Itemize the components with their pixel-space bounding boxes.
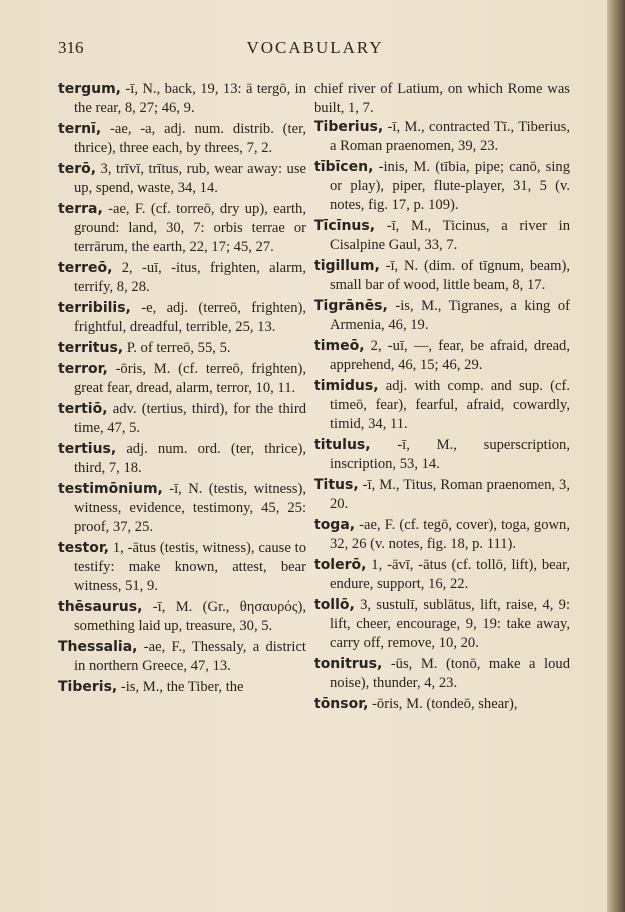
headword: Tīcīnus, xyxy=(314,218,376,234)
vocab-entry xyxy=(58,678,306,697)
continued-definition: chief river of Latium, on which Rome was built, 1, 7. xyxy=(314,81,570,116)
definition: -ae, F. (cf. tegō, cover), toga, gown, 32, 26 (v. notes, fig. 18, p. 111). xyxy=(330,517,570,552)
left-column xyxy=(58,80,306,699)
vocab-entry xyxy=(314,596,570,653)
vocab-entry xyxy=(58,200,306,257)
definition: -is, M., Tigranes, a king of Armenia, 46, 19. xyxy=(330,298,570,333)
headword: tergum, xyxy=(58,81,121,97)
headword: tolerō, xyxy=(314,557,367,573)
headword: Tiberis, xyxy=(58,679,118,695)
headword: tonitrus, xyxy=(314,656,383,672)
definition: -ae, -a, adj. num. distrib. (ter, thrice), three each, by threes, 7, 2. xyxy=(74,121,306,156)
headword: terror, xyxy=(58,361,108,377)
headword: ternī, xyxy=(58,121,102,137)
vocab-entry xyxy=(58,400,306,438)
definition: -ae, F., Thessaly, a district in northern Greece, 47, 13. xyxy=(74,639,306,674)
definition: -ī, N. (dim. of tīgnum, beam), small bar of wood, little beam, 8, 17. xyxy=(330,258,570,293)
definition: adj. num. ord. (ter, thrice), third, 7, 18. xyxy=(74,441,306,476)
headword: Tiberius, xyxy=(314,119,384,135)
headword: terribilis, xyxy=(58,300,131,316)
headword: terreō, xyxy=(58,260,113,276)
definition: 2, -uī, —, fear, be afraid, dread, apprehend, 46, 15; 46, 29. xyxy=(330,338,570,373)
page-title: VOCABULARY xyxy=(246,38,384,57)
headword: tōnsor, xyxy=(314,696,369,712)
vocab-entry xyxy=(58,339,306,358)
vocab-entry xyxy=(58,598,306,636)
definition: P. of terreō, 55, 5. xyxy=(123,340,231,356)
vocab-entry xyxy=(58,480,306,537)
definition: -is, M., the Tiber, the xyxy=(117,679,244,695)
page-header xyxy=(58,38,572,62)
vocab-entry xyxy=(314,655,570,693)
vocab-entry xyxy=(58,440,306,478)
headword: tollō, xyxy=(314,597,355,613)
headword: territus, xyxy=(58,340,124,356)
definition: -ae, F. (cf. torreō, dry up), earth, ground: land, 30, 7: orbis terrae or terrārum, the earth, 22, 17; 45, 27. xyxy=(74,201,306,255)
vocab-entry xyxy=(314,337,570,375)
definition: -ī, M., superscription, inscription, 53, 14. xyxy=(330,437,570,472)
headword: Titus, xyxy=(314,477,359,493)
page-edge xyxy=(607,0,625,912)
vocab-entry xyxy=(58,360,306,398)
vocab-entry xyxy=(58,259,306,297)
headword: titulus, xyxy=(314,437,371,453)
right-column xyxy=(314,80,570,716)
definition: adv. (tertius, third), for the third time, 47, 5. xyxy=(74,401,306,436)
vocab-entry xyxy=(314,476,570,514)
vocab-entry xyxy=(314,695,570,714)
vocab-entry xyxy=(58,120,306,158)
headword: thēsaurus, xyxy=(58,599,143,615)
vocab-entry xyxy=(314,516,570,554)
vocab-entry xyxy=(314,297,570,335)
definition: 3, trīvī, trītus, rub, wear away: use up, spend, waste, 34, 14. xyxy=(74,161,306,196)
vocab-entry xyxy=(314,436,570,474)
definition: -inis, M. (tībia, pipe; canō, sing or play), piper, flute-player, 31, 5 (v. notes, fig. 17, p. 109). xyxy=(330,159,570,213)
vocab-entry xyxy=(314,217,570,255)
vocab-entry xyxy=(314,158,570,215)
headword: terra, xyxy=(58,201,103,217)
headword: Thessalia, xyxy=(58,639,138,655)
headword: tigillum, xyxy=(314,258,380,274)
headword: tībīcen, xyxy=(314,159,374,175)
definition: -ī, M., contracted Tī., Tiberius, a Roman praenomen, 39, 23. xyxy=(330,119,570,154)
vocab-entry xyxy=(58,160,306,198)
headword: testimōnium, xyxy=(58,481,163,497)
vocab-entry xyxy=(58,638,306,676)
headword: Tigrānēs, xyxy=(314,298,388,314)
vocab-entry xyxy=(58,539,306,596)
definition: -ī, N. (testis, witness), witness, evidence, testimony, 45, 25: proof, 37, 25. xyxy=(74,481,306,535)
definition: -ī, N., back, 19, 13: ā tergō, in the rear, 8, 27; 46, 9. xyxy=(74,81,306,116)
headword: timidus, xyxy=(314,378,379,394)
definition: 1, -āvī, -ātus (cf. tollō, lift), bear, endure, support, 16, 22. xyxy=(330,557,570,592)
headword: tertius, xyxy=(58,441,117,457)
definition: adj. with comp. and sup. (cf. timeō, fear), fearful, afraid, cowardly, timid, 34, 11. xyxy=(330,378,570,432)
vocab-entry xyxy=(58,299,306,337)
definition: -ī, M., Titus, Roman praenomen, 3, 20. xyxy=(330,477,570,512)
vocab-entry xyxy=(314,257,570,295)
definition: 1, -ātus (testis, witness), cause to testify: make known, attest, bear witness, 51, 9. xyxy=(74,540,306,594)
definition: 2, -uī, -itus, frighten, alarm, terrify, 8, 28. xyxy=(74,260,306,295)
definition: -ī, M. (Gr., θησαυρός), something laid up, treasure, 30, 5. xyxy=(74,599,306,634)
headword: toga, xyxy=(314,517,356,533)
definition: -ūs, M. (tonō, make a loud noise), thunder, 4, 23. xyxy=(330,656,570,691)
vocab-entry xyxy=(58,80,306,118)
definition: -ōris, M. (tondeō, shear), xyxy=(368,696,518,712)
definition: 3, sustulī, sublātus, lift, raise, 4, 9: lift, cheer, encourage, 9, 19: take away, carry off, remove, 10, 20. xyxy=(330,597,570,651)
definition: -ī, M., Ticinus, a river in Cisalpine Gaul, 33, 7. xyxy=(330,218,570,253)
headword: tertiō, xyxy=(58,401,108,417)
definition: -e, adj. (terreō, frighten), frightful, dreadful, terrible, 25, 13. xyxy=(74,300,306,335)
vocab-entry xyxy=(314,377,570,434)
headword: timeō, xyxy=(314,338,365,354)
headword: terō, xyxy=(58,161,97,177)
vocab-entry xyxy=(314,118,570,156)
vocab-entry xyxy=(314,556,570,594)
headword: testor, xyxy=(58,540,109,556)
page-number: 316 xyxy=(58,38,84,57)
definition: -ōris, M. (cf. terreō, frighten), great fear, dread, alarm, terror, 10, 11. xyxy=(74,361,306,396)
